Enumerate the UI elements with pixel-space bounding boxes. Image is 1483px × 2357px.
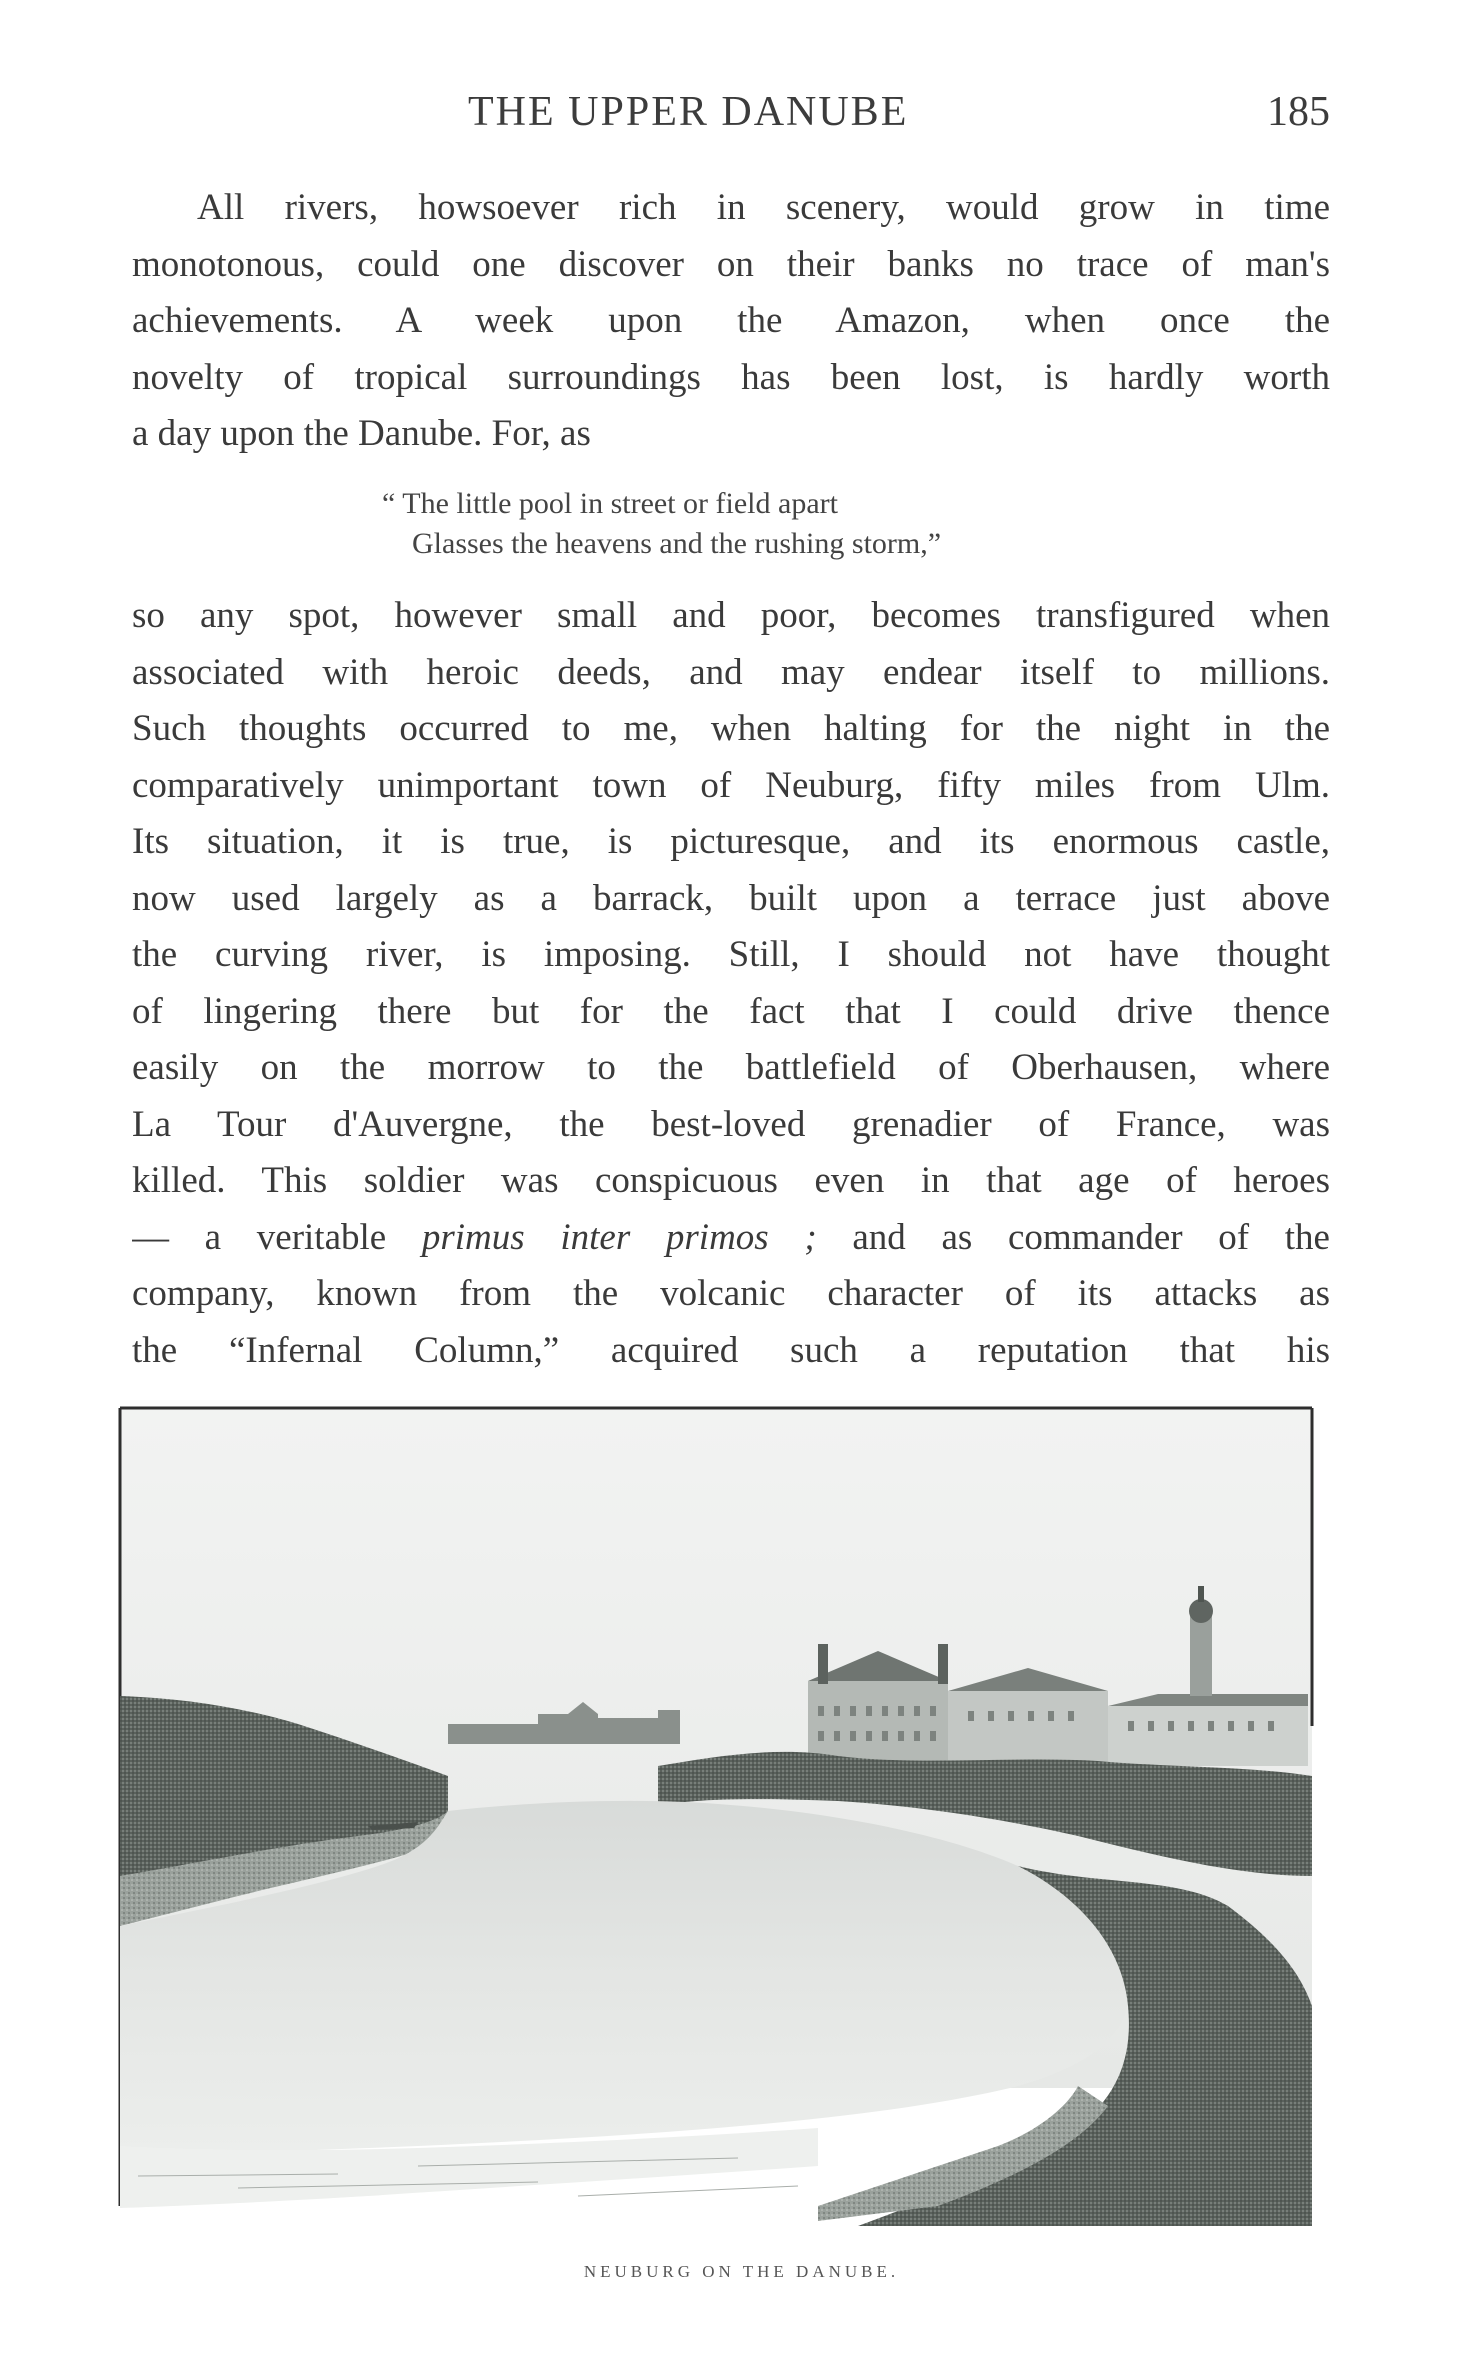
text-line: a day upon the Danube. For, as: [132, 413, 591, 454]
verse-line: Glasses the heavens and the rushing storm,”: [412, 527, 942, 560]
text-line: monotonous, could one discover on their banks no trace of man's: [132, 243, 1330, 285]
text-line-with-italic: [132, 1210, 1330, 1267]
text-line: so any spot, however small and poor, becomes transfigured when: [132, 595, 1330, 636]
text-line: comparatively unimportant town of Neuburg, fifty miles from Ulm.: [132, 764, 1330, 806]
text-line: associated with heroic deeds, and may endear itself to millions.: [132, 651, 1330, 693]
running-title: THE UPPER DANUBE: [468, 89, 909, 135]
verse-line: “ The little pool in street or field apart: [382, 487, 838, 520]
text-line: the curving river, is imposing. Still, I should not have thought: [132, 934, 1330, 975]
text-line: of lingering there but for the fact that I could drive thence: [132, 990, 1330, 1032]
paragraph-main: [132, 588, 1330, 1379]
text-fragment: and as commander of the: [816, 1216, 1330, 1258]
text-line: All rivers, howsoever rich in scenery, would grow in time: [197, 187, 1330, 228]
italic-latin-phrase: primus inter primos ;: [421, 1216, 817, 1258]
text-line: the “Infernal Column,” acquired such a reputation that his: [132, 1329, 1330, 1371]
text-line: La Tour d'Auvergne, the best-loved grenadier of France, was: [132, 1103, 1330, 1145]
text-line: killed. This soldier was conspicuous even in that age of heroes: [132, 1160, 1330, 1201]
text-fragment: — a veritable: [132, 1216, 422, 1258]
running-head: [130, 88, 1330, 148]
text-line: Its situation, it is true, is picturesque, and its enormous castle,: [132, 821, 1330, 862]
text-line: achievements. A week upon the Amazon, when once the: [132, 300, 1330, 341]
paragraph-intro: [132, 180, 1330, 463]
text-line: Such thoughts occurred to me, when halting for the night in the: [132, 708, 1330, 749]
page-number: 185: [1267, 89, 1330, 135]
river-town-picture: [118, 1406, 1314, 2226]
text-line: company, known from the volcanic character of its attacks as: [132, 1273, 1330, 1314]
text-line: now used largely as a barrack, built upon a terrace just above: [132, 877, 1330, 919]
figure-caption: NEUBURG ON THE DANUBE.: [583, 2262, 900, 2281]
text-line: novelty of tropical surroundings has been lost, is hardly worth: [132, 356, 1330, 398]
verse-quotation: [382, 484, 941, 564]
engraving-illustration: [118, 1406, 1314, 2226]
text-line: easily on the morrow to the battlefield of Oberhausen, where: [132, 1047, 1330, 1088]
